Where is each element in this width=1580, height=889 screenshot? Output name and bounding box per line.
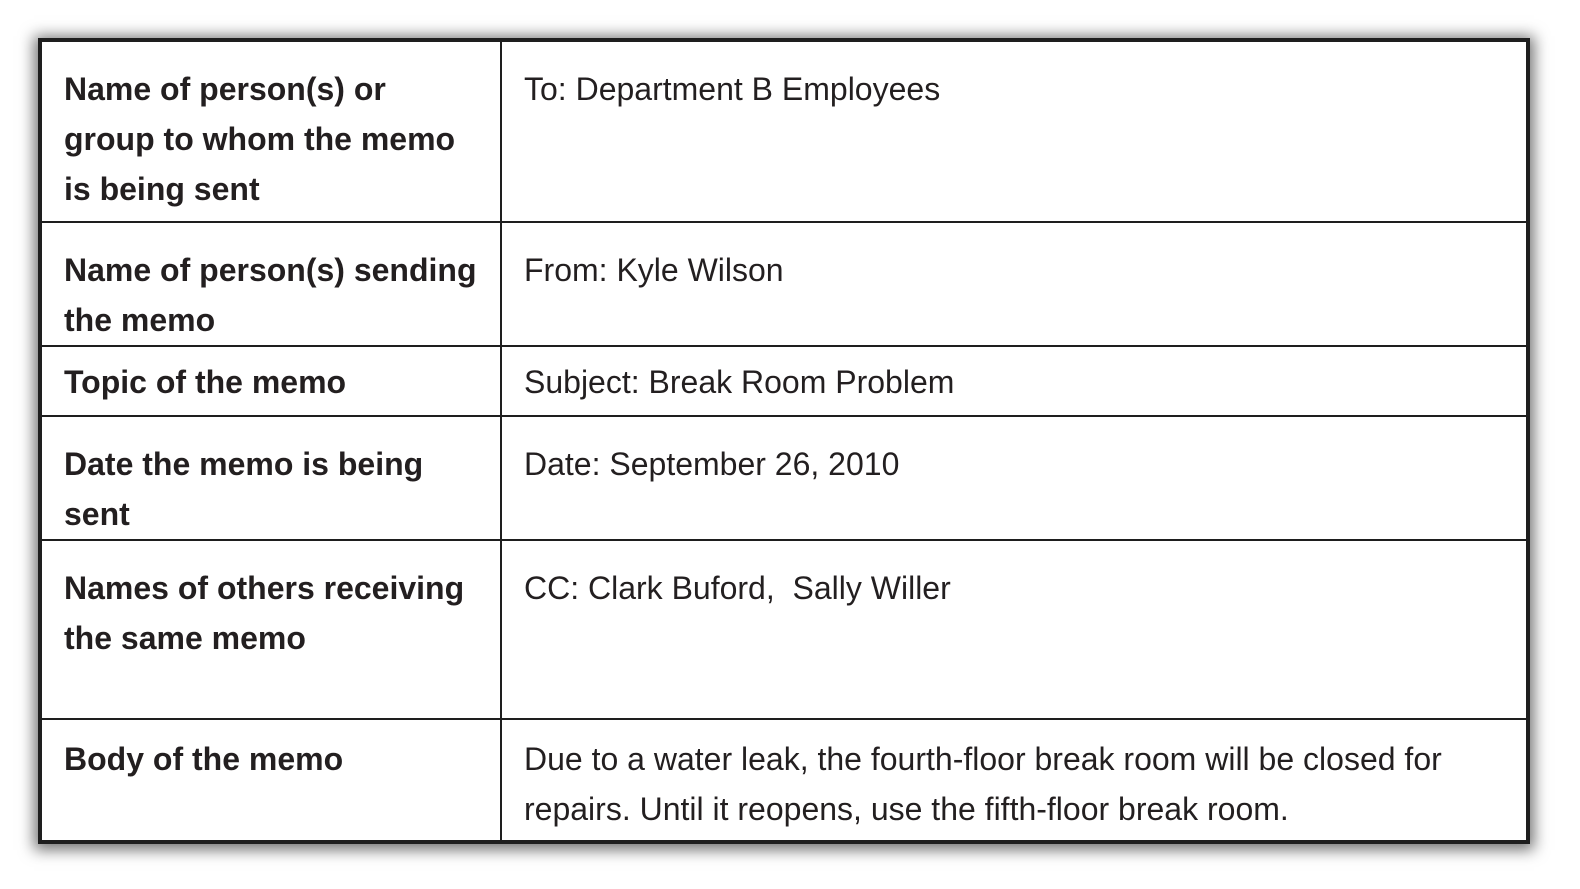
row-label-cc: Names of others receiving the same memo xyxy=(42,540,501,719)
table-row-to xyxy=(42,42,1526,222)
row-value-to: To: Department B Employees xyxy=(501,42,1526,222)
row-value-subject: Subject: Break Room Problem xyxy=(501,346,1526,416)
row-label-to: Name of person(s) or group to whom the memo is being sent xyxy=(42,42,501,222)
row-label-subject: Topic of the memo xyxy=(42,346,501,416)
table-row-date xyxy=(42,416,1526,540)
row-label-from: Name of person(s) sending the memo xyxy=(42,222,501,346)
table-row-cc xyxy=(42,540,1526,719)
row-value-body: Due to a water leak, the fourth-floor break room will be closed for repairs. Until it reopens, use the fifth-floor break room. xyxy=(501,719,1526,840)
table-row-from xyxy=(42,222,1526,346)
row-value-from: From: Kyle Wilson xyxy=(501,222,1526,346)
row-label-date: Date the memo is being sent xyxy=(42,416,501,540)
memo-table-frame xyxy=(38,38,1530,844)
table-row-body xyxy=(42,719,1526,840)
row-value-cc: CC: Clark Buford, Sally Willer xyxy=(501,540,1526,719)
memo-format-table xyxy=(42,42,1526,840)
table-row-subject xyxy=(42,346,1526,416)
row-label-body: Body of the memo xyxy=(42,719,501,840)
row-value-date: Date: September 26, 2010 xyxy=(501,416,1526,540)
